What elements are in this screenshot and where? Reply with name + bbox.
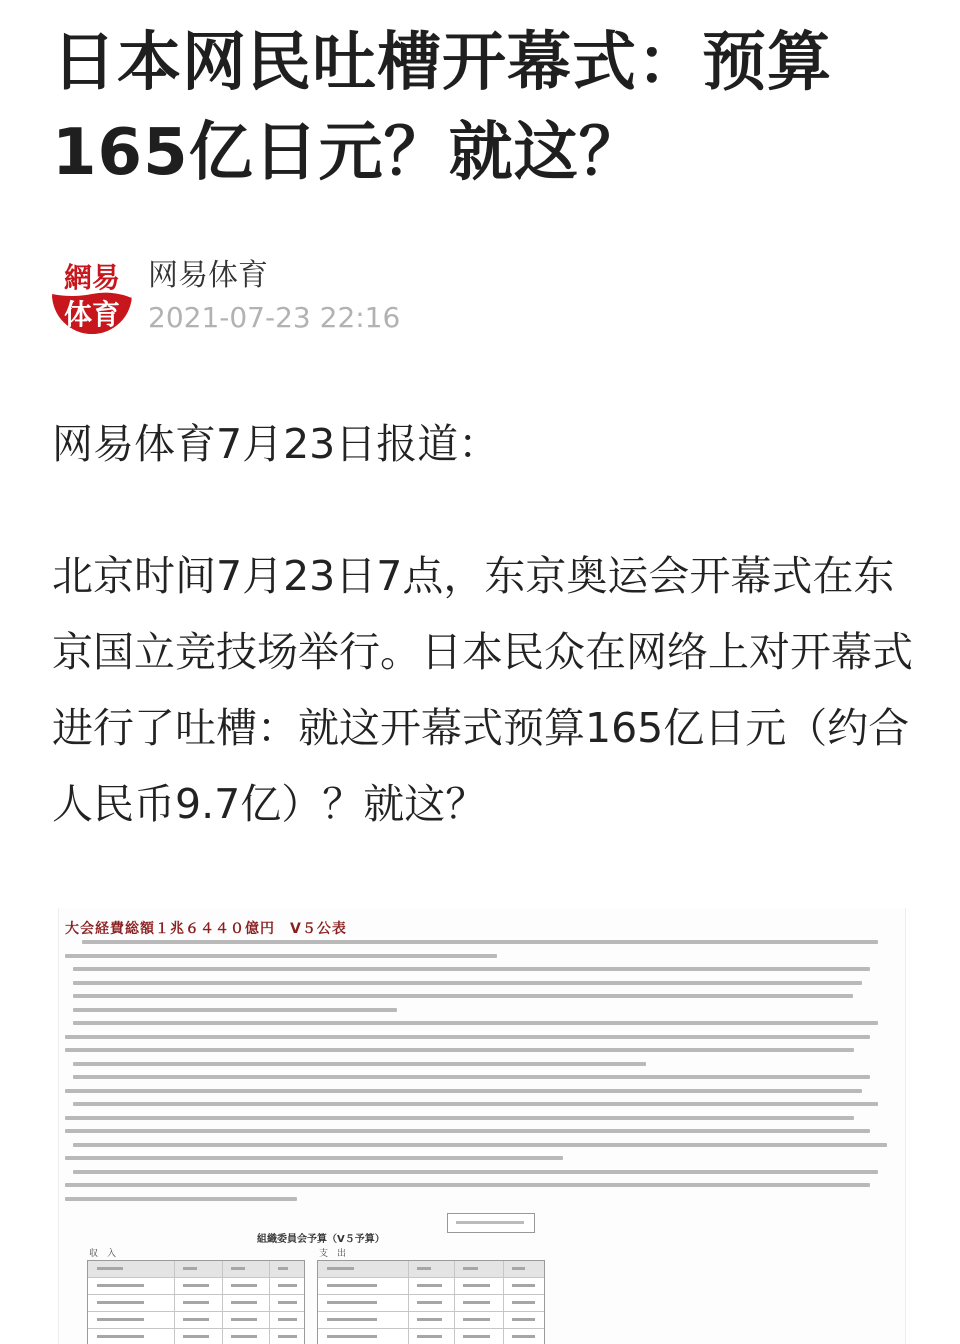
document-text-line	[73, 1075, 870, 1079]
document-table-cell	[417, 1335, 442, 1338]
document-text-line	[73, 981, 862, 985]
document-table-row	[318, 1329, 544, 1344]
document-table-cell	[183, 1318, 209, 1321]
source-name[interactable]: 网易体育	[148, 258, 268, 293]
document-table-cell	[97, 1301, 145, 1304]
document-text-line	[73, 1102, 878, 1106]
document-table-row	[318, 1278, 544, 1295]
document-table-row	[88, 1261, 304, 1278]
document-table-cell	[463, 1267, 478, 1270]
document-table-cell	[327, 1267, 354, 1270]
document-table-cell	[278, 1301, 297, 1304]
document-text-block	[65, 940, 895, 1200]
document-table-row	[318, 1295, 544, 1312]
document-table-cell	[278, 1335, 297, 1338]
avatar-text-bottom: 体育	[63, 298, 121, 331]
document-table-cell	[231, 1301, 257, 1304]
document-text-line	[65, 1129, 870, 1133]
document-table-cell	[327, 1284, 377, 1287]
document-table-cell	[97, 1284, 145, 1287]
netease-sports-logo-icon	[52, 254, 132, 334]
document-table-cell	[231, 1318, 257, 1321]
document-table-row	[318, 1312, 544, 1329]
document-table-cell	[278, 1267, 288, 1270]
document-table-cell	[183, 1335, 209, 1338]
document-table-cell	[231, 1284, 257, 1287]
document-table-cell	[231, 1267, 245, 1270]
document-table-cell	[97, 1318, 145, 1321]
document-table-cell	[512, 1284, 534, 1287]
document-text-line	[73, 1008, 397, 1012]
document-table-cell	[463, 1284, 490, 1287]
document-text-line	[65, 1048, 854, 1052]
document-image[interactable]	[58, 908, 906, 1344]
source-avatar[interactable]	[52, 254, 132, 334]
document-table-cell	[417, 1318, 442, 1321]
document-table-cell	[183, 1301, 209, 1304]
document-table-cell	[463, 1301, 490, 1304]
document-table-row	[88, 1295, 304, 1312]
document-table-cell	[97, 1267, 123, 1270]
document-table-cell	[463, 1335, 490, 1338]
document-table-cell	[278, 1318, 297, 1321]
document-table-row	[88, 1312, 304, 1329]
document-expense-label: 支 出	[319, 1249, 347, 1259]
document-table-title: 組織委員会予算（V５予算）	[257, 1234, 385, 1245]
document-caption-box	[447, 1213, 535, 1233]
document-table-cell	[512, 1335, 534, 1338]
document-table-cell	[417, 1284, 442, 1287]
article-title: 日本网民吐槽开幕式：预算165亿日元？就这？	[52, 26, 832, 190]
document-text-line	[73, 1021, 878, 1025]
document-table-cell	[183, 1267, 197, 1270]
lead-paragraph: 网易体育7月23日报道：	[52, 420, 500, 468]
document-table-cell	[417, 1267, 431, 1270]
document-table-cell	[231, 1335, 257, 1338]
body-paragraph: 北京时间7月23日7点，东京奥运会开幕式在东京国立竞技场举行。日本民众在网络上对开幕式进行了吐槽：就这开幕式预算165亿日元（约合人民币9.7亿）？就这？	[52, 552, 913, 828]
document-table-cell	[463, 1318, 490, 1321]
document-table-cell	[327, 1301, 377, 1304]
document-table-cell	[327, 1335, 377, 1338]
document-income-table	[87, 1260, 305, 1344]
document-text-line	[73, 1062, 646, 1066]
document-text-line	[65, 1156, 563, 1160]
document-table-cell	[512, 1301, 534, 1304]
avatar-text-top: 網易	[63, 261, 121, 294]
document-text-line	[65, 1116, 854, 1120]
document-expense-table	[317, 1260, 545, 1344]
document-text-line	[73, 967, 870, 971]
document-text-line	[65, 1035, 870, 1039]
document-table-row	[318, 1261, 544, 1278]
document-table-cell	[327, 1318, 377, 1321]
publish-time: 2021-07-23 22:16	[148, 301, 401, 334]
document-text-line	[65, 1197, 297, 1201]
document-table-cell	[97, 1335, 145, 1338]
document-income-label: 収 入	[89, 1249, 117, 1259]
document-text-line	[65, 1089, 862, 1093]
document-heading: 大会経費総額１兆６４４０億円 V５公表	[65, 921, 347, 937]
document-table-cell	[278, 1284, 297, 1287]
document-table-cell	[183, 1284, 209, 1287]
document-table-cell	[417, 1301, 442, 1304]
document-text-line	[73, 994, 853, 998]
document-table-row	[88, 1329, 304, 1344]
document-text-line	[82, 940, 879, 944]
document-table-row	[88, 1278, 304, 1295]
document-text-line	[65, 954, 497, 958]
document-text-line	[73, 1170, 878, 1174]
author-block[interactable]	[52, 254, 652, 334]
document-text-line	[65, 1183, 870, 1187]
document-text-line	[73, 1143, 886, 1147]
document-table-cell	[512, 1318, 534, 1321]
document-table-cell	[512, 1267, 524, 1270]
